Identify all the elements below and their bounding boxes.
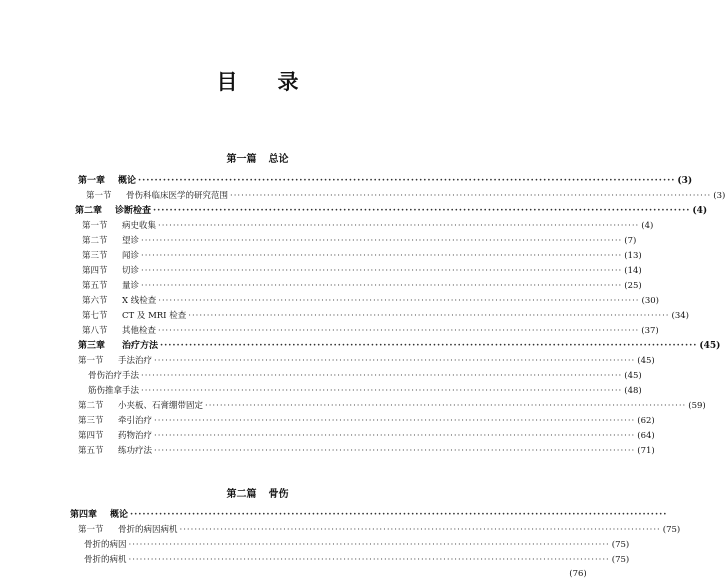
- entry-page: (59): [688, 401, 706, 411]
- entry-number: 第四章: [70, 510, 98, 520]
- toc-entry[interactable]: [82, 265, 642, 277]
- entry-title: 练功疗法: [118, 446, 153, 456]
- entry-title: 概论: [110, 510, 129, 520]
- entry-page: (75): [662, 525, 681, 535]
- leader-dots: ··································································································································: [128, 540, 610, 550]
- entry-title: 小夹板、石膏绷带固定: [118, 401, 204, 411]
- toc-entry[interactable]: [78, 430, 655, 442]
- entry-title: 治疗方法: [122, 341, 159, 351]
- entry-title: 切诊: [122, 266, 140, 276]
- toc-entry[interactable]: [78, 400, 706, 412]
- leader-dots: ··································································································································: [128, 555, 610, 565]
- toc-entry[interactable]: [82, 280, 642, 292]
- entry-page: (45): [699, 341, 721, 351]
- entry-page: (30): [641, 296, 659, 306]
- title-left: 目: [216, 69, 238, 94]
- entry-page: (64): [637, 431, 655, 441]
- toc-entry[interactable]: [70, 509, 668, 521]
- leader-dots: ··································································································································: [160, 341, 698, 351]
- entry-title: 其他检查: [122, 326, 157, 336]
- entry-title: 闻诊: [122, 251, 140, 261]
- entry-page: (3): [713, 191, 725, 201]
- toc-entry[interactable]: [82, 220, 654, 232]
- entry-number: 第二章: [75, 206, 103, 216]
- entry-title: 牵引治疗: [118, 416, 153, 426]
- toc-entry[interactable]: [82, 235, 637, 247]
- leader-dots: ··································································································································: [153, 206, 691, 216]
- entry-title: 望诊: [122, 236, 140, 246]
- entry-page: (75): [611, 540, 630, 550]
- entry-number: 第四节: [78, 431, 104, 441]
- entry-number: 第一节: [78, 356, 104, 366]
- entry-title: 手法治疗: [118, 356, 153, 366]
- toc-entry[interactable]: [82, 310, 689, 322]
- leader-dots: ··································································································································: [188, 311, 670, 321]
- leader-dots: ··································································································································: [141, 371, 623, 381]
- entry-number: 第一章: [78, 176, 106, 186]
- entry-page: (48): [624, 386, 642, 396]
- toc-entry[interactable]: [84, 568, 587, 580]
- toc-entry[interactable]: [82, 325, 659, 337]
- toc-entry[interactable]: [88, 385, 642, 397]
- leader-dots: ··································································································································: [158, 326, 640, 336]
- entry-number: 第一节: [78, 525, 104, 535]
- entry-title: 骨折的病因: [84, 540, 127, 550]
- leader-dots: ··································································································································: [154, 431, 636, 441]
- toc-entry[interactable]: [78, 445, 655, 457]
- leader-dots: ··································································································································: [130, 510, 668, 520]
- entry-number: 第四节: [82, 266, 108, 276]
- entry-number: 第七节: [82, 311, 108, 321]
- toc-entry[interactable]: [84, 539, 630, 551]
- entry-number: 第六节: [82, 296, 108, 306]
- leader-dots: ··································································································································: [141, 266, 623, 276]
- part-label: 第二篇: [226, 489, 257, 500]
- toc-entry[interactable]: [82, 250, 642, 262]
- entry-title: CT 及 MRI 检查: [122, 311, 187, 321]
- entry-title: 骨伤科临床医学的研究范围: [126, 191, 229, 201]
- leader-dots: ··································································································································: [141, 251, 623, 261]
- toc-entry[interactable]: [78, 524, 681, 536]
- entry-page: (37): [641, 326, 659, 336]
- leader-dots: ··································································································································: [138, 176, 676, 186]
- entry-page: (4): [641, 221, 654, 231]
- entry-number: 第三节: [82, 251, 108, 261]
- leader-dots: ··································································································································: [154, 416, 636, 426]
- part-name: 总论: [268, 154, 289, 165]
- entry-page: (7): [624, 236, 637, 246]
- leader-dots: ··································································································································: [154, 356, 636, 366]
- entry-title: 筋伤推拿手法: [88, 386, 140, 396]
- toc-entry[interactable]: [78, 175, 693, 187]
- toc-entry[interactable]: [82, 295, 659, 307]
- entry-title: 药物治疗: [118, 431, 153, 441]
- toc-entry[interactable]: [78, 340, 721, 352]
- part-name: 骨伤: [268, 489, 289, 500]
- entry-title: 骨伤治疗手法: [88, 371, 140, 381]
- title-right: 录: [277, 69, 299, 94]
- entry-title: X 线检查: [122, 296, 157, 306]
- entry-page: (75): [611, 555, 630, 565]
- leader-dots: ··································································································································: [230, 191, 712, 201]
- leader-dots: ··································································································································: [158, 296, 640, 306]
- entry-number: 第五节: [78, 446, 104, 456]
- entry-number: 第二节: [82, 236, 108, 246]
- entry-title: 骨折的病机: [84, 555, 127, 565]
- entry-number: 第一节: [86, 191, 112, 201]
- entry-page: (14): [624, 266, 642, 276]
- entry-page: (71): [637, 446, 655, 456]
- entry-number: 第五节: [82, 281, 108, 291]
- entry-page: (62): [637, 416, 655, 426]
- leader-dots: ··································································································································: [141, 281, 623, 291]
- entry-title: 诊断检查: [115, 206, 152, 216]
- entry-page: (3): [677, 176, 693, 186]
- leader-dots: ··································································································································: [158, 221, 640, 231]
- entry-title: 病史收集: [122, 221, 157, 231]
- toc-entry[interactable]: [78, 415, 655, 427]
- leader-dots: ··································································································································: [154, 446, 636, 456]
- entry-page: (45): [624, 371, 642, 381]
- leader-dots: ··································································································································: [205, 401, 687, 411]
- entry-page: (13): [624, 251, 642, 261]
- entry-page: (45): [637, 356, 655, 366]
- entry-title: 量诊: [122, 281, 140, 291]
- entry-number: 第一节: [82, 221, 108, 231]
- leader-dots: ··································································································································: [141, 386, 623, 396]
- toc-entry[interactable]: [86, 190, 725, 202]
- entry-number: 第三节: [78, 416, 104, 426]
- entry-title: 概论: [118, 176, 137, 186]
- entry-number: 第八节: [82, 326, 108, 336]
- toc-entry[interactable]: [88, 370, 642, 382]
- entry-page: (25): [624, 281, 642, 291]
- entry-title: 骨折的病因病机: [118, 525, 178, 535]
- toc-entry[interactable]: [84, 554, 630, 566]
- toc-entry[interactable]: [78, 355, 655, 367]
- leader-dots: ··································································································································: [141, 236, 623, 246]
- entry-page: (4): [692, 206, 708, 216]
- toc-entry[interactable]: [75, 205, 708, 217]
- part-label: 第一篇: [226, 154, 257, 165]
- entry-page: (34): [671, 311, 689, 321]
- entry-number: 第三章: [78, 341, 106, 351]
- entry-number: 第二节: [78, 401, 104, 411]
- entry-page: (76): [569, 569, 587, 579]
- leader-dots: ··································································································································: [179, 525, 661, 535]
